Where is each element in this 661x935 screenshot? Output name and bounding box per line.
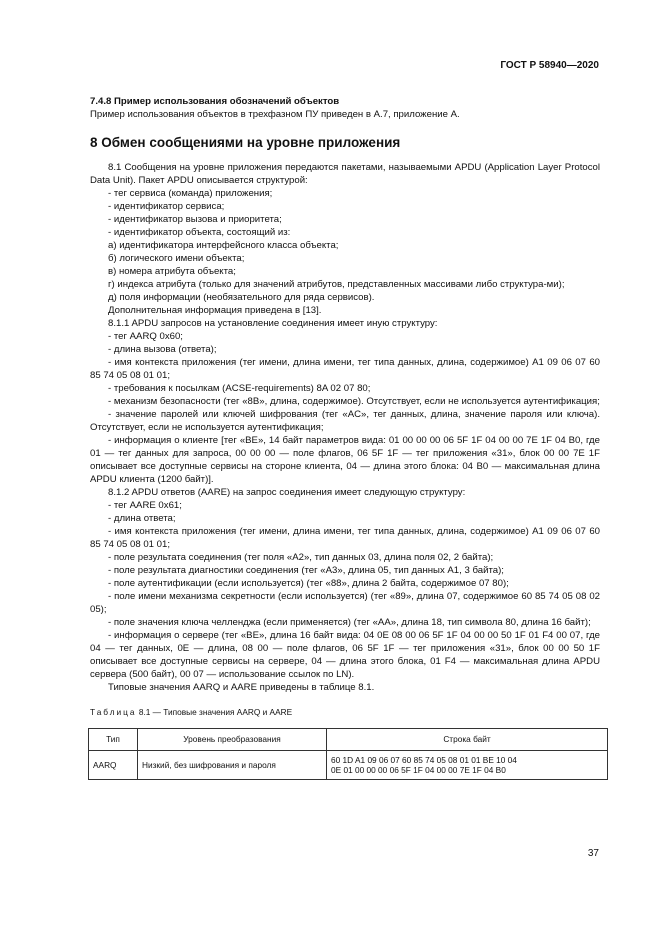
list-item: - информация о сервере (тег «BE», длина 16 байт вида: 04 0E 08 00 06 5F 1F 04 00 00 50 1F 01 F4 00 07, где 04 — тег данных, 0E — длина, 08 00 — поле флагов, 06 5F 1F — тег приложения «31», блок 00 00 50 1F описывает все доступные сервисы на сервере, 04 — длина этого блока, 01 F4 — максимальная длина APDU сервера (500 байт), 00 07 — использование ссылок по LN). xyxy=(90,630,600,680)
list-item: б) логического имени объекта; xyxy=(108,253,245,264)
list-item: - поле результата диагностики соединения (тег «A3», длина 05, тип данных A1, 3 байта); xyxy=(108,565,504,576)
list-item: - поле имени механизма секретности (если используется) (тег «89», длина 07, содержимое 60 85 74 05 08 02 05); xyxy=(90,591,600,615)
bytes-line: 60 1D A1 09 06 07 60 85 74 05 08 01 01 BE 10 04 xyxy=(331,755,517,765)
paragraph: 8.1.2 APDU ответов (AARE) на запрос соединения имеет следующую структуру: xyxy=(108,487,466,498)
cell-level: Низкий, без шифрования и пароля xyxy=(138,751,327,780)
values-table xyxy=(88,728,608,780)
table-caption xyxy=(90,706,600,719)
list-item: - длина вызова (ответа); xyxy=(108,344,217,355)
subsection-text: Пример использования объектов в трехфазном ПУ приведен в А.7, приложение А. xyxy=(90,109,460,120)
list-item: г) индекса атрибута (только для значений атрибутов, представленных массивами либо структура-ми); xyxy=(108,279,565,290)
list-item: д) поля информации (необязательного для ряда сервисов). xyxy=(108,292,375,303)
paragraph: 8.1 Сообщения на уровне приложения передаются пакетами, называемыми APDU (Application Layer Protocol Data Unit). Пакет APDU описывается структурой: xyxy=(90,162,600,186)
list-item: - тег AARE 0x61; xyxy=(108,500,182,511)
column-header-type: Тип xyxy=(89,729,138,751)
list-item: - идентификатор сервиса; xyxy=(108,201,225,212)
list-item: - поле значения ключа челленджа (если применяется) (тег «AA», длина 18, тип символа 80, длина 16 байт); xyxy=(108,617,591,628)
paragraph: Дополнительная информация приведена в [13]. xyxy=(108,305,322,316)
list-item: - тег AARQ 0x60; xyxy=(108,331,183,342)
list-item: - имя контекста приложения (тег имени, длина имени, тег типа данных, длина, содержимое) A1 09 06 07 60 85 74 05 08 01 01; xyxy=(90,526,600,550)
list-item: - информация о клиенте [тег «BE», 14 байт параметров вида: 01 00 00 00 06 5F 1F 04 00 00 7E 1F 04 B0, где 01 — тег данных для запроса, 00 00 00 — поле флагов, 06 5F 1F — тег приложения «31», блок 00 00 7E 1F описывает все доступные сервисы на стороне клиента, 04 — длина этого блока: 04 B0 — максимальная длина APDU клиента (1200 байт)]. xyxy=(90,435,600,485)
cell-type: AARQ xyxy=(89,751,138,780)
table-caption-prefix: Таблица xyxy=(90,707,137,717)
column-header-level: Уровень преобразования xyxy=(138,729,327,751)
page-content xyxy=(90,95,600,780)
table-header-row xyxy=(89,729,608,751)
paragraph: Типовые значения AARQ и AARE приведены в таблице 8.1. xyxy=(108,682,375,693)
list-item: - механизм безопасности (тег «8B», длина, содержимое). Отсутствует, если не используется аутентификация; xyxy=(108,396,600,407)
list-item: - имя контекста приложения (тег имени, длина имени, тег типа данных, длина, содержимое) A1 09 06 07 60 85 74 05 08 01 01; xyxy=(90,357,600,381)
list-item: - поле аутентификации (если используется) (тег «88», длина 2 байта, содержимое 07 80); xyxy=(108,578,509,589)
list-item: - значение паролей или ключей шифрования (тег «AC», тег данных, длина, значение пароля или ключа). Отсутствует, если не используется аутентификация; xyxy=(90,409,600,433)
table-row xyxy=(89,751,608,780)
section-title: 8 Обмен сообщениями на уровне приложения xyxy=(90,135,401,150)
list-item: - тег сервиса (команда) приложения; xyxy=(108,188,273,199)
list-item: а) идентификатора интерфейсного класса объекта; xyxy=(108,240,339,251)
list-item: - идентификатор объекта, состоящий из: xyxy=(108,227,291,238)
page-number: 37 xyxy=(587,848,599,859)
list-item: - поле результата соединения (тег поля «A2», тип данных 03, длина поля 02, 2 байта); xyxy=(108,552,494,563)
column-header-bytes: Строка байт xyxy=(327,729,608,751)
list-item: - требования к посылкам (ACSE-requirements) 8A 02 07 80; xyxy=(108,383,371,394)
subsection-title: 7.4.8 Пример использования обозначений объектов xyxy=(90,96,340,107)
list-item: - длина ответа; xyxy=(108,513,176,524)
cell-bytes xyxy=(327,751,608,780)
paragraph: 8.1.1 APDU запросов на установление соединения имеет иную структуру: xyxy=(108,318,438,329)
list-item: - идентификатор вызова и приоритета; xyxy=(108,214,282,225)
document-header: ГОСТ Р 58940—2020 xyxy=(500,60,599,71)
table-caption-text: 8.1 — Типовые значения AARQ и AARE xyxy=(138,707,293,717)
list-item: в) номера атрибута объекта; xyxy=(108,266,236,277)
bytes-line: 0E 01 00 00 00 06 5F 1F 04 00 00 7E 1F 04 B0 xyxy=(331,765,506,775)
